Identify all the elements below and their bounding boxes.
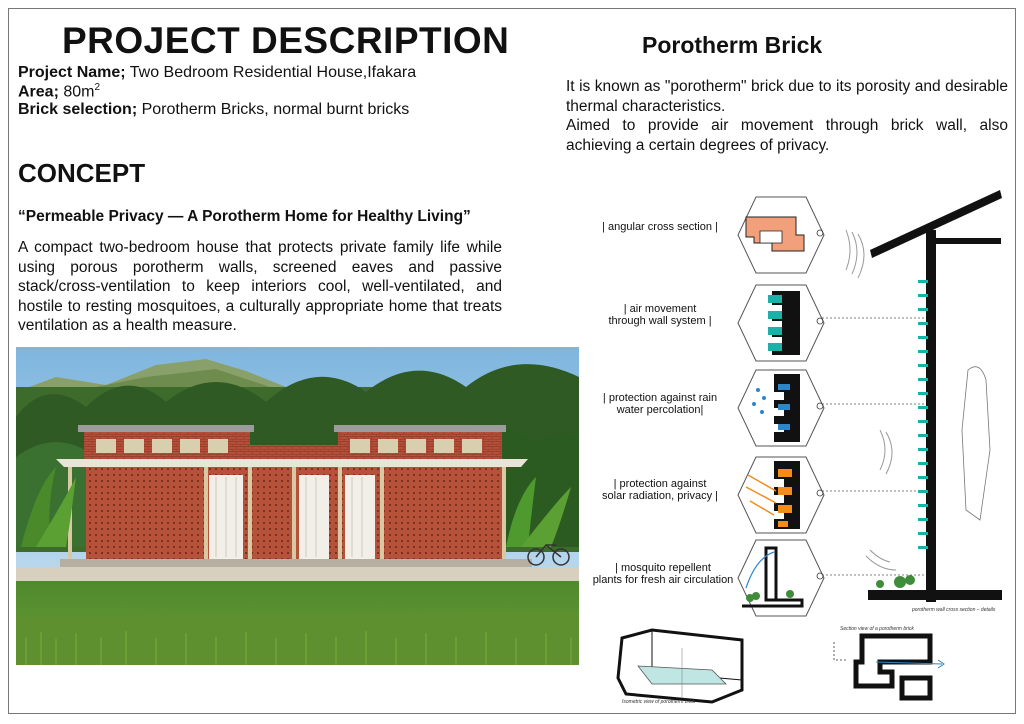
isometric-brick-diagram — [612, 628, 752, 706]
project-name-value: Two Bedroom Residential House,Ifakara — [129, 64, 417, 81]
wall-section-detail — [840, 190, 1005, 610]
hex-solar-protection — [736, 455, 826, 535]
label-rain-protection: | protection against rain water percolation| — [602, 392, 718, 416]
area-unit-sup: 2 — [94, 82, 101, 93]
hex-mosquito-plants — [736, 538, 826, 618]
wall-section-caption: porotherm wall cross section – details — [912, 607, 996, 613]
project-name-line — [18, 64, 416, 82]
house-rendering — [16, 347, 579, 665]
hex-angular-cross-section — [736, 195, 826, 275]
concept-tagline: “Permeable Privacy — A Porotherm Home for Healthy Living” — [18, 208, 471, 225]
brick-selection-line — [18, 101, 409, 119]
project-name-label: Project Name; — [18, 64, 126, 81]
isometric-caption: Isometric view of porotherm brick — [622, 699, 696, 705]
area-value: 80m — [63, 83, 95, 101]
section-view-caption: Section view of a porotherm brick — [840, 626, 914, 632]
page-title: PROJECT DESCRIPTION — [62, 20, 510, 61]
porotherm-description — [566, 77, 1008, 155]
brick-selection-label: Brick selection; — [18, 101, 138, 118]
hex-air-movement — [736, 283, 826, 363]
area-label: Area; — [18, 83, 59, 101]
porotherm-title: Porotherm Brick — [642, 32, 823, 58]
label-air-movement: | air movement through wall system | — [608, 303, 712, 327]
porotherm-para-1: It is known as "porotherm" brick due to its porosity and desirable thermal characteristics. — [566, 78, 1008, 115]
label-mosquito-plants: | mosquito repellent plants for fresh air circulation — [592, 562, 734, 586]
porotherm-para-2: Aimed to provide air movement through brick wall, also achieving a certain degrees of privacy. — [566, 117, 1008, 154]
hex-rain-protection — [736, 368, 826, 448]
brick-selection-value: Porotherm Bricks, normal burnt bricks — [141, 101, 410, 118]
concept-heading: CONCEPT — [18, 158, 146, 188]
label-solar-protection: | protection against solar radiation, privacy | — [602, 478, 718, 502]
label-angular-cross-section: | angular cross section | — [602, 221, 718, 233]
area-line — [18, 82, 100, 101]
section-view-diagram — [832, 632, 952, 704]
house-rendering-illustration — [16, 347, 579, 665]
concept-body: A compact two-bedroom house that protects private family life while using porous porotherm walls, screened eaves and passive stack/cross-ventilation to keep interiors cool, well-ventilated, and hostile to resting mosquitoes, a culturally appropriate home that treats ventilation as a health measure. — [18, 239, 502, 334]
